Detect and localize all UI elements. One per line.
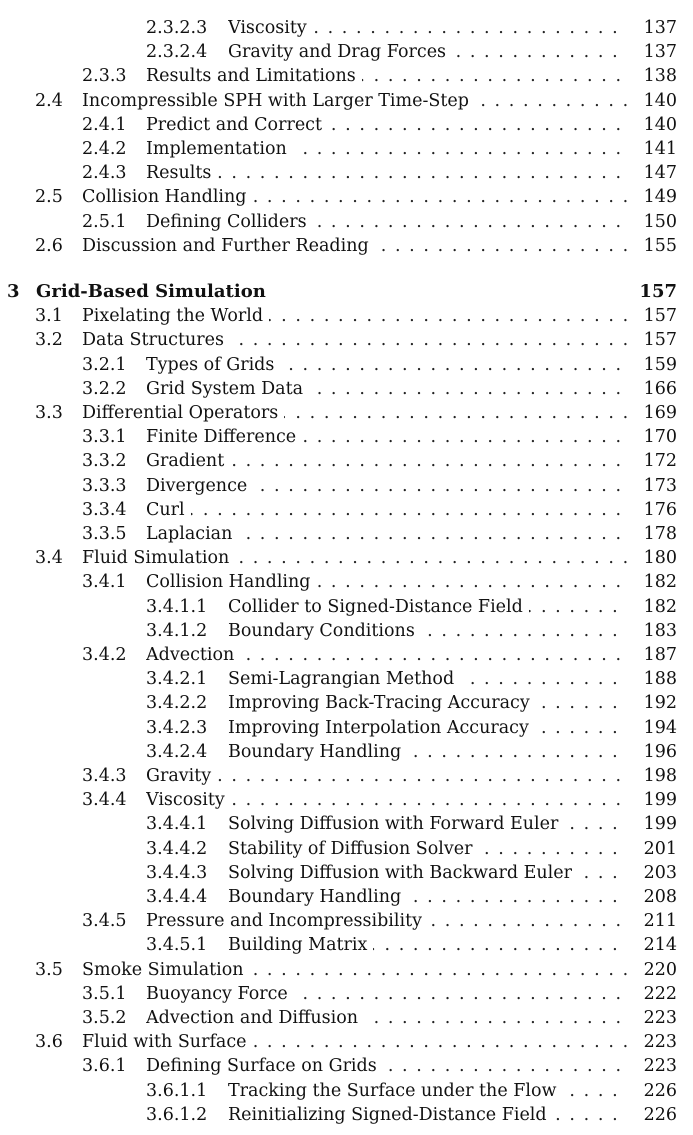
toc-entry-number: 3.4.5.1 — [146, 935, 208, 956]
toc-entry-row[interactable] — [0, 234, 693, 258]
toc-entry-number: 3.4.1.1 — [146, 596, 208, 617]
toc-entry-title: Reinitializing Signed-Distance Field — [228, 1105, 553, 1125]
toc-entry-number: 3.4.1 — [82, 572, 127, 593]
toc-entry-title: Data Structures — [82, 330, 230, 350]
toc-entry-row[interactable] — [0, 113, 693, 137]
toc-entry-row[interactable] — [0, 401, 693, 425]
toc-entry-number: 3.4.3 — [82, 766, 127, 786]
toc-entry-number: 2.3.3 — [82, 66, 127, 87]
toc-entry-title: Defining Colliders — [146, 212, 313, 232]
toc-entry-number: 3.3.3 — [82, 475, 127, 496]
toc-entry-title: Results — [146, 163, 217, 183]
toc-entry-row[interactable] — [0, 89, 693, 113]
toc-entry-row[interactable] — [0, 716, 693, 740]
toc-entry-page: 182 — [643, 572, 677, 593]
toc-entry-number: 3.4.4.2 — [146, 838, 208, 859]
toc-entry-page: 155 — [643, 235, 677, 256]
toc-entry-title: Smoke Simulation — [82, 960, 250, 980]
toc-entry-title: Viscosity — [228, 18, 313, 38]
toc-entry-title: Laplacian — [146, 524, 238, 544]
toc-entry-row[interactable] — [0, 474, 693, 498]
toc-entry-number: 2.4.3 — [82, 163, 127, 184]
toc-entry-title: Pixelating the World — [82, 306, 269, 326]
toc-entry-title: Gravity — [146, 766, 217, 786]
toc-entry-row[interactable] — [0, 425, 693, 449]
toc-chapter-row[interactable] — [0, 280, 693, 304]
toc-entry-title: Divergence — [146, 476, 253, 496]
toc-entry-page: 223 — [643, 1056, 677, 1077]
toc-entry-page: 211 — [643, 911, 677, 932]
toc-entry-row[interactable] — [0, 837, 693, 861]
toc-entry-row[interactable] — [0, 546, 693, 570]
toc-entry-row[interactable] — [0, 328, 693, 352]
toc-entry-number: 2.4.1 — [82, 114, 127, 135]
toc-entry-title: Advection and Diffusion — [146, 1008, 364, 1028]
toc-entry-title: Building Matrix — [228, 935, 373, 955]
toc-entry-number: 3.5.2 — [82, 1008, 127, 1028]
toc-entry-number: 3.4.2.3 — [146, 717, 208, 738]
toc-entry-number: 3.5.1 — [82, 983, 127, 1004]
toc-entry-page: 157 — [643, 330, 677, 351]
toc-entry-title: Solving Diffusion with Backward Euler — [228, 863, 578, 883]
toc-entry-page: 182 — [643, 596, 677, 617]
toc-entry-title: Boundary Handling — [228, 887, 407, 907]
toc-entry-title: Collision Handling — [82, 187, 253, 207]
toc-entry-page: 157 — [639, 281, 677, 302]
toc-entry-row[interactable] — [0, 619, 693, 643]
toc-entry-row[interactable] — [0, 522, 693, 546]
toc-entry-page: 223 — [643, 1032, 677, 1053]
toc-entry-title: Improving Interpolation Accuracy — [228, 718, 535, 738]
toc-entry-number: 3.4.4.1 — [146, 814, 208, 835]
toc-entry-page: 157 — [643, 306, 677, 327]
toc-entry-row[interactable] — [0, 137, 693, 161]
toc-entry-row[interactable] — [0, 812, 693, 836]
toc-entry-page: 194 — [643, 717, 677, 738]
toc-entry-title: Buoyancy Force — [146, 984, 294, 1004]
toc-entry-number: 2.5.1 — [82, 211, 127, 232]
toc-entry-title: Defining Surface on Grids — [146, 1056, 383, 1076]
toc-entry-page: 170 — [643, 427, 677, 448]
toc-entry-title: Gradient — [146, 451, 230, 471]
toc-entry-number: 3.4.2.4 — [146, 741, 208, 762]
toc-entry-page: 199 — [643, 790, 677, 811]
toc-entry-page: 147 — [643, 163, 677, 184]
toc-entry-page: 173 — [643, 475, 677, 496]
toc-entry-title: Types of Grids — [146, 355, 280, 375]
toc-entry-row[interactable] — [0, 1006, 693, 1030]
toc-entry-title: Gravity and Drag Forces — [228, 42, 452, 62]
toc-entry-page: 150 — [643, 211, 677, 232]
toc-entry-page: 222 — [643, 983, 677, 1004]
toc-entry-number: 3.4.4.3 — [146, 862, 208, 883]
toc-entry-title: Fluid with Surface — [82, 1032, 253, 1052]
toc-entry-page: 196 — [643, 741, 677, 762]
toc-entry-number: 2.3.2.4 — [146, 42, 208, 63]
toc-entry-number: 2.4 — [35, 90, 63, 111]
toc-entry-row[interactable] — [0, 304, 693, 328]
toc-entry-row[interactable] — [0, 377, 693, 401]
toc-entry-row[interactable] — [0, 40, 693, 64]
toc-entry-title: Pressure and Incompressibility — [146, 911, 428, 931]
toc-entry-number: 3.6.1 — [82, 1056, 127, 1077]
toc-entry-row[interactable] — [0, 909, 693, 933]
toc-entry-number: 3 — [7, 281, 20, 302]
toc-entry-number: 3.6 — [35, 1032, 63, 1053]
toc-entry-number: 2.4.2 — [82, 139, 127, 159]
toc-entry-number: 2.3.2.3 — [146, 18, 208, 38]
toc-entry-title: Collision Handling — [146, 572, 317, 592]
toc-entry-page: 159 — [643, 354, 677, 375]
toc-entry-row[interactable] — [0, 861, 693, 885]
toc-entry-page: 138 — [643, 66, 677, 87]
toc-entry-number: 3.6.1.2 — [146, 1104, 208, 1125]
toc-entry-title: Differential Operators — [82, 403, 284, 423]
toc-entry-title: Incompressible SPH with Larger Time-Step — [82, 91, 475, 111]
toc-entry-page: 166 — [643, 378, 677, 399]
toc-entry-page: 188 — [643, 669, 677, 690]
toc-entry-page: 203 — [643, 862, 677, 883]
toc-entry-row[interactable] — [0, 958, 693, 982]
toc-entry-page: 180 — [643, 548, 677, 569]
toc-entry-page: 141 — [643, 139, 677, 159]
toc-entry-title: Improving Back-Tracing Accuracy — [228, 693, 536, 713]
toc-entry-number: 3.3 — [35, 403, 63, 423]
toc-entry-row[interactable] — [0, 788, 693, 812]
toc-entry-title: Grid-Based Simulation — [36, 281, 272, 302]
toc-entry-row[interactable] — [0, 64, 693, 88]
toc-entry-row[interactable] — [0, 161, 693, 185]
toc-entry-page: 140 — [643, 114, 677, 135]
toc-entry-page: 140 — [643, 90, 677, 111]
toc-entry-number: 3.6.1.1 — [146, 1080, 208, 1101]
toc-entry-page: 169 — [643, 403, 677, 423]
toc-entry-page: 214 — [643, 935, 677, 956]
toc-entry-number: 3.4.2.1 — [146, 669, 208, 690]
toc-entry-title: Curl — [146, 500, 191, 520]
toc-entry-number: 3.5 — [35, 959, 63, 980]
toc-entry-page: 176 — [643, 499, 677, 520]
toc-entry-number: 3.3.2 — [82, 451, 127, 472]
toc-entry-row[interactable] — [0, 185, 693, 209]
toc-entry-number: 3.2.2 — [82, 378, 127, 399]
toc-entry-title: Stability of Diffusion Solver — [228, 839, 479, 859]
toc-entry-title: Grid System Data — [146, 379, 309, 399]
toc-entry-page: 183 — [643, 620, 677, 641]
toc-entry-number: 3.2 — [35, 330, 63, 351]
toc-entry-title: Boundary Handling — [228, 742, 407, 762]
toc-entry-number: 3.1 — [35, 306, 63, 327]
toc-entry-row[interactable] — [0, 885, 693, 909]
toc-entry-number: 3.3.5 — [82, 524, 127, 544]
toc-entry-title: Implementation — [146, 139, 293, 159]
toc-entry-row[interactable] — [0, 643, 693, 667]
toc-entry-page: 178 — [643, 524, 677, 544]
toc-entry-row[interactable] — [0, 1054, 693, 1078]
toc-entry-title: Solving Diffusion with Forward Euler — [228, 814, 564, 834]
toc-entry-page: 226 — [643, 1104, 677, 1125]
toc-entry-number: 3.4.2 — [82, 645, 127, 665]
toc-entry-row[interactable] — [0, 570, 693, 594]
toc-entry-title: Predict and Correct — [146, 115, 328, 135]
toc-entry-row[interactable] — [0, 691, 693, 715]
toc-entry-row[interactable] — [0, 1030, 693, 1054]
toc-entry-row[interactable] — [0, 982, 693, 1006]
toc-entry-number: 3.3.4 — [82, 499, 127, 520]
toc-entry-row[interactable] — [0, 667, 693, 691]
toc-entry-row[interactable] — [0, 16, 693, 40]
toc-entry-page: 137 — [643, 42, 677, 63]
toc-entry-title: Advection — [146, 645, 240, 665]
toc-entry-number: 3.2.1 — [82, 354, 127, 375]
toc-entry-number: 3.4.4.4 — [146, 887, 208, 907]
toc-entry-title: Viscosity — [146, 790, 231, 810]
toc-entry-number: 2.5 — [35, 187, 63, 208]
toc-entry-row[interactable] — [0, 740, 693, 764]
toc-entry-number: 3.4.2.2 — [146, 693, 208, 714]
toc-entry-number: 3.4.4 — [82, 790, 127, 811]
toc-entry-row[interactable] — [0, 210, 693, 234]
toc-entry-page: 137 — [643, 18, 677, 38]
toc-entry-title: Fluid Simulation — [82, 548, 235, 568]
toc-entry-number: 3.4.5 — [82, 911, 127, 932]
toc-entry-row[interactable] — [0, 353, 693, 377]
toc-entry-page: 149 — [643, 187, 677, 208]
toc-entry-page: 220 — [643, 959, 677, 980]
toc-entry-title: Finite Difference — [146, 427, 302, 447]
toc-entry-number: 3.4 — [35, 548, 63, 569]
toc-entry-page: 223 — [643, 1008, 677, 1028]
toc-entry-title: Tracking the Surface under the Flow — [228, 1081, 563, 1101]
toc-entry-title: Results and Limitations — [146, 66, 362, 86]
toc-entry-page: 187 — [643, 645, 677, 665]
toc-entry-page: 192 — [643, 693, 677, 714]
toc-entry-page: 201 — [643, 838, 677, 859]
toc-entry-page: 198 — [643, 766, 677, 786]
toc-entry-row[interactable] — [0, 595, 693, 619]
toc-entry-row[interactable] — [0, 1103, 693, 1127]
toc-entry-title: Collider to Signed-Distance Field — [228, 597, 529, 617]
toc-entry-number: 2.6 — [35, 235, 63, 256]
toc-entry-row[interactable] — [0, 498, 693, 522]
toc-entry-row[interactable] — [0, 764, 693, 788]
toc-entry-page: 172 — [643, 451, 677, 472]
toc-entry-row[interactable] — [0, 1079, 693, 1103]
toc-entry-title: Semi-Lagrangian Method — [228, 669, 460, 689]
toc-entry-row[interactable] — [0, 933, 693, 957]
toc-entry-number: 3.4.1.2 — [146, 620, 208, 641]
toc-entry-title: Boundary Conditions — [228, 621, 421, 641]
toc-entry-page: 208 — [643, 887, 677, 907]
toc-entry-title: Discussion and Further Reading — [82, 236, 375, 256]
toc-entry-page: 226 — [643, 1080, 677, 1101]
toc-entry-row[interactable] — [0, 449, 693, 473]
toc-entry-number: 3.3.1 — [82, 427, 127, 448]
toc-entry-page: 199 — [643, 814, 677, 835]
